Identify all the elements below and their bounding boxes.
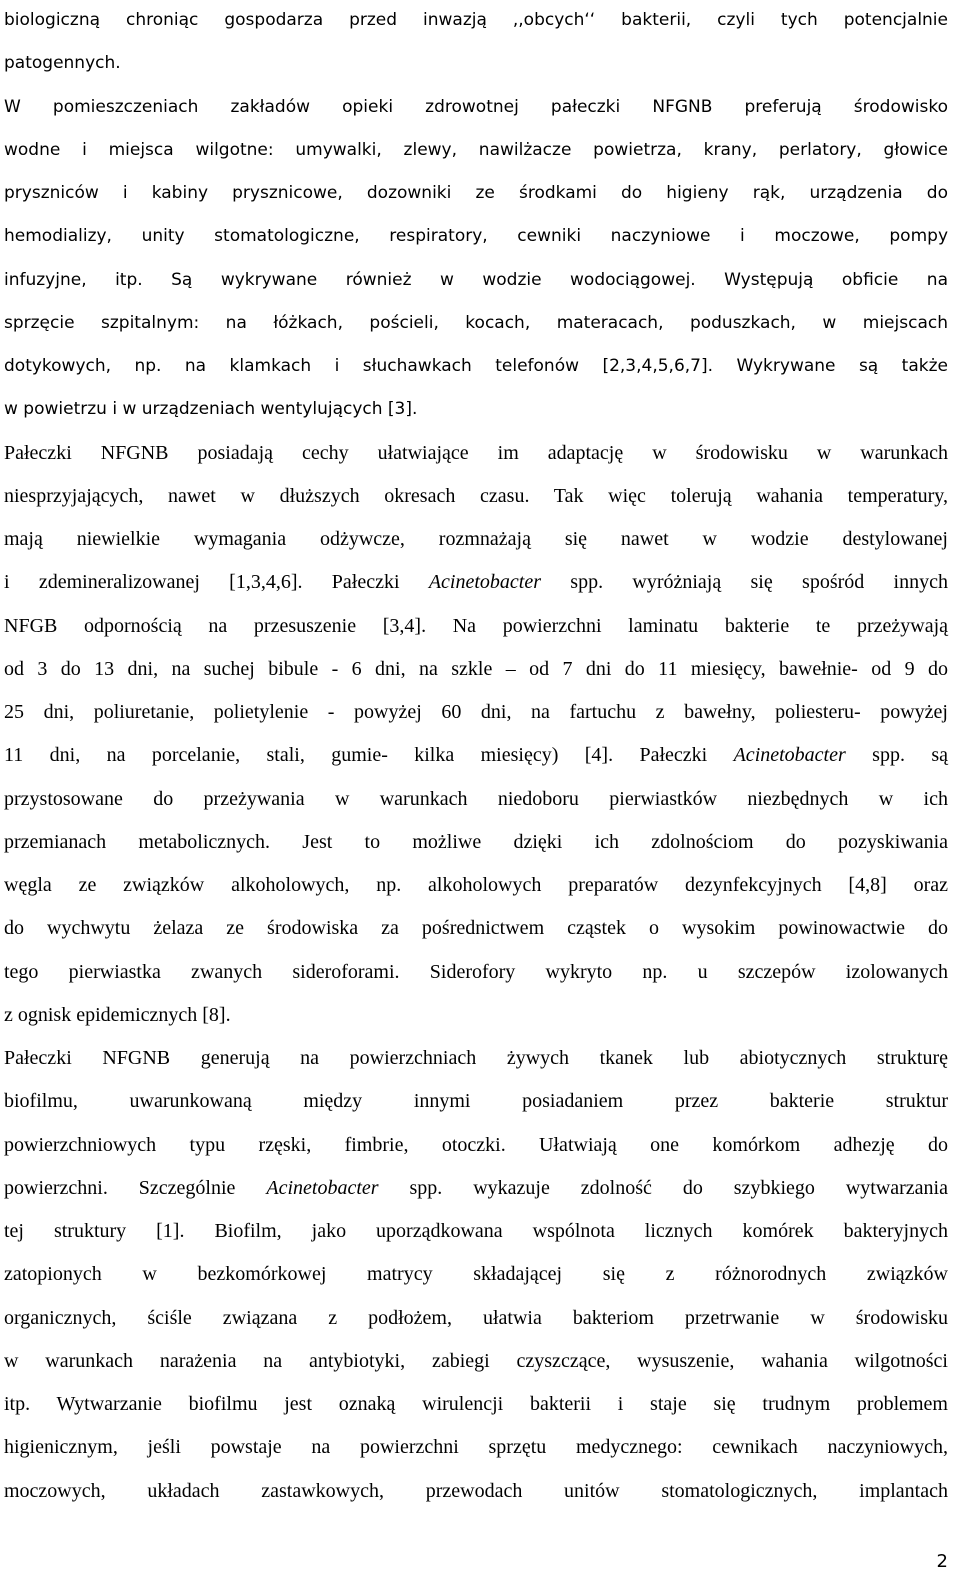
text-segment: biofilmu, uwarunkowaną między innymi posiadaniem przez bakterie struktur — [4, 1090, 948, 1113]
text-line — [4, 1298, 948, 1338]
text-segment: powierzchni. Szczególnie — [4, 1176, 267, 1199]
text-segment: 11 dni, na porcelanie, stali, gumie- kilka miesięcy) [4]. Pałeczki — [4, 744, 734, 767]
text-line — [4, 389, 948, 429]
text-segment: do wychwytu żelaza ze środowiska za pośrednictwem cząstek o wysokim powinowactwie do — [4, 917, 948, 940]
text-line — [4, 1254, 948, 1294]
text-segment: spp. wykazuje zdolność do szybkiego wytwarzania — [378, 1176, 948, 1199]
text-line — [4, 1211, 948, 1251]
text-line — [4, 649, 948, 689]
text-segment: od 3 do 13 dni, na suchej bibule - 6 dni, na szkle – od 7 dni do 11 miesięcy, bawełnie- od 9 do — [4, 657, 948, 680]
text-segment: niesprzyjających, nawet w dłuższych okresach czasu. Tak więc tolerują wahania temperatury, — [4, 484, 948, 507]
text-segment: w powietrzu i w urządzeniach wentylujących [3]. — [4, 399, 418, 420]
text-segment: powierzchniowych typu rzęski, fimbrie, otoczki. Ułatwiają one komórkom adhezję do — [4, 1133, 948, 1156]
text-segment: moczowych, układach zastawkowych, przewodach unitów stomatologicznych, implantach — [4, 1479, 948, 1502]
italic-term: Acinetobacter — [266, 1176, 379, 1199]
page-number: 2 — [936, 1551, 948, 1572]
text-line — [4, 346, 948, 386]
text-line — [4, 995, 948, 1035]
text-line — [4, 303, 948, 343]
text-line — [4, 1125, 948, 1165]
text-segment: tego pierwiastka zwanych sideroforami. Siderofory wykryto np. u szczepów izolowanych — [4, 960, 948, 983]
text-line — [4, 433, 948, 473]
text-line — [4, 173, 948, 213]
text-segment: pryszniców i kabiny prysznicowe, dozowniki ze środkami do higieny rąk, urządzenia do — [4, 183, 948, 203]
text-line — [4, 908, 948, 948]
text-segment: W pomieszczeniach zakładów opieki zdrowotnej pałeczki NFGNB preferują środowisko — [4, 96, 948, 117]
text-segment: spp. są — [845, 744, 948, 767]
text-segment: Pałeczki NFGNB generują na powierzchniach żywych tkanek lub abiotycznych strukturę — [4, 1047, 948, 1069]
text-line — [4, 1081, 948, 1121]
text-segment: przystosowane do przeżywania w warunkach niedoboru pierwiastków niezbędnych w ich — [4, 787, 948, 810]
text-line — [4, 562, 948, 602]
text-line — [4, 130, 948, 170]
text-line — [4, 779, 948, 819]
text-line — [4, 476, 948, 516]
text-segment: w warunkach narażenia na antybiotyki, zabiegi czyszczące, wysuszenie, wahania wilgotności — [4, 1349, 948, 1372]
text-line — [4, 1038, 948, 1078]
text-line — [4, 735, 948, 775]
text-line — [4, 822, 948, 862]
text-line — [4, 1341, 948, 1381]
italic-term: Acinetobacter — [428, 571, 542, 594]
text-segment: infuzyjne, itp. Są wykrywane również w wodzie wodociągowej. Występują obficie na — [4, 269, 948, 290]
text-segment: zatopionych w bezkomórkowej matrycy składającej się z różnorodnych związków — [4, 1263, 948, 1286]
text-line — [4, 519, 948, 559]
text-line — [4, 216, 948, 256]
text-line — [4, 1384, 948, 1424]
text-segment: hemodializy, unity stomatologiczne, respiratory, cewniki naczyniowe i moczowe, pompy — [4, 226, 948, 247]
text-segment: NFGB odpornością na przesuszenie [3,4]. Na powierzchni laminatu bakterie te przeżywają — [4, 614, 948, 637]
text-segment: dotykowych, np. na klamkach i słuchawkach telefonów [2,3,4,5,6,7]. Wykrywane są także — [4, 356, 948, 376]
text-line — [4, 865, 948, 905]
text-line — [4, 260, 948, 300]
text-line — [4, 606, 948, 646]
text-segment: itp. Wytwarzanie biofilmu jest oznaką wirulencji bakterii i staje się trudnym problemem — [4, 1393, 948, 1415]
italic-term: Acinetobacter — [733, 744, 846, 767]
text-line — [4, 0, 948, 40]
text-line — [4, 692, 948, 732]
text-segment: węgla ze związków alkoholowych, np. alkoholowych preparatów dezynfekcyjnych [4,8] oraz — [4, 874, 948, 896]
text-segment: i zdemineralizowanej [1,3,4,6]. Pałeczki — [4, 571, 429, 594]
text-segment: 25 dni, poliuretanie, polietylenie - powyżej 60 dni, na fartuchu z bawełny, poliesteru- powyżej — [4, 701, 948, 723]
text-line — [4, 1168, 948, 1208]
text-segment: patogennych. — [4, 53, 121, 74]
text-line — [4, 1427, 948, 1467]
text-segment: Pałeczki NFGNB posiadają cechy ułatwiające im adaptację w środowisku w warunkach — [4, 441, 948, 464]
text-segment: sprzęcie szpitalnym: na łóżkach, pościeli, kocach, materacach, poduszkach, w miejscach — [4, 312, 948, 333]
text-segment: wodne i miejsca wilgotne: umywalki, zlewy, nawilżacze powietrza, krany, perlatory, głowice — [4, 139, 948, 160]
text-line — [4, 87, 948, 127]
text-segment: tej struktury [1]. Biofilm, jako uporządkowana wspólnota licznych komórek bakteryjnych — [4, 1220, 948, 1242]
text-line — [4, 43, 948, 83]
text-segment: biologiczną chroniąc gospodarza przed inwazją ,,obcych‘‘ bakterii, czyli tych potencjalnie — [4, 10, 948, 30]
text-segment: przemianach metabolicznych. Jest to możliwe dzięki ich zdolnościom do pozyskiwania — [4, 830, 948, 853]
text-line — [4, 952, 948, 992]
text-segment: mają niewielkie wymagania odżywcze, rozmnażają się nawet w wodzie destylowanej — [4, 528, 948, 550]
text-line — [4, 1471, 948, 1511]
text-segment: organicznych, ściśle związana z podłożem, ułatwia bakteriom przetrwanie w środowisku — [4, 1306, 948, 1329]
text-segment: z ognisk epidemicznych [8]. — [4, 1003, 231, 1026]
text-segment: higienicznym, jeśli powstaje na powierzchni sprzętu medycznego: cewnikach naczyniowych, — [4, 1436, 948, 1459]
text-segment: spp. wyróżniają się spośród innych — [541, 571, 948, 594]
